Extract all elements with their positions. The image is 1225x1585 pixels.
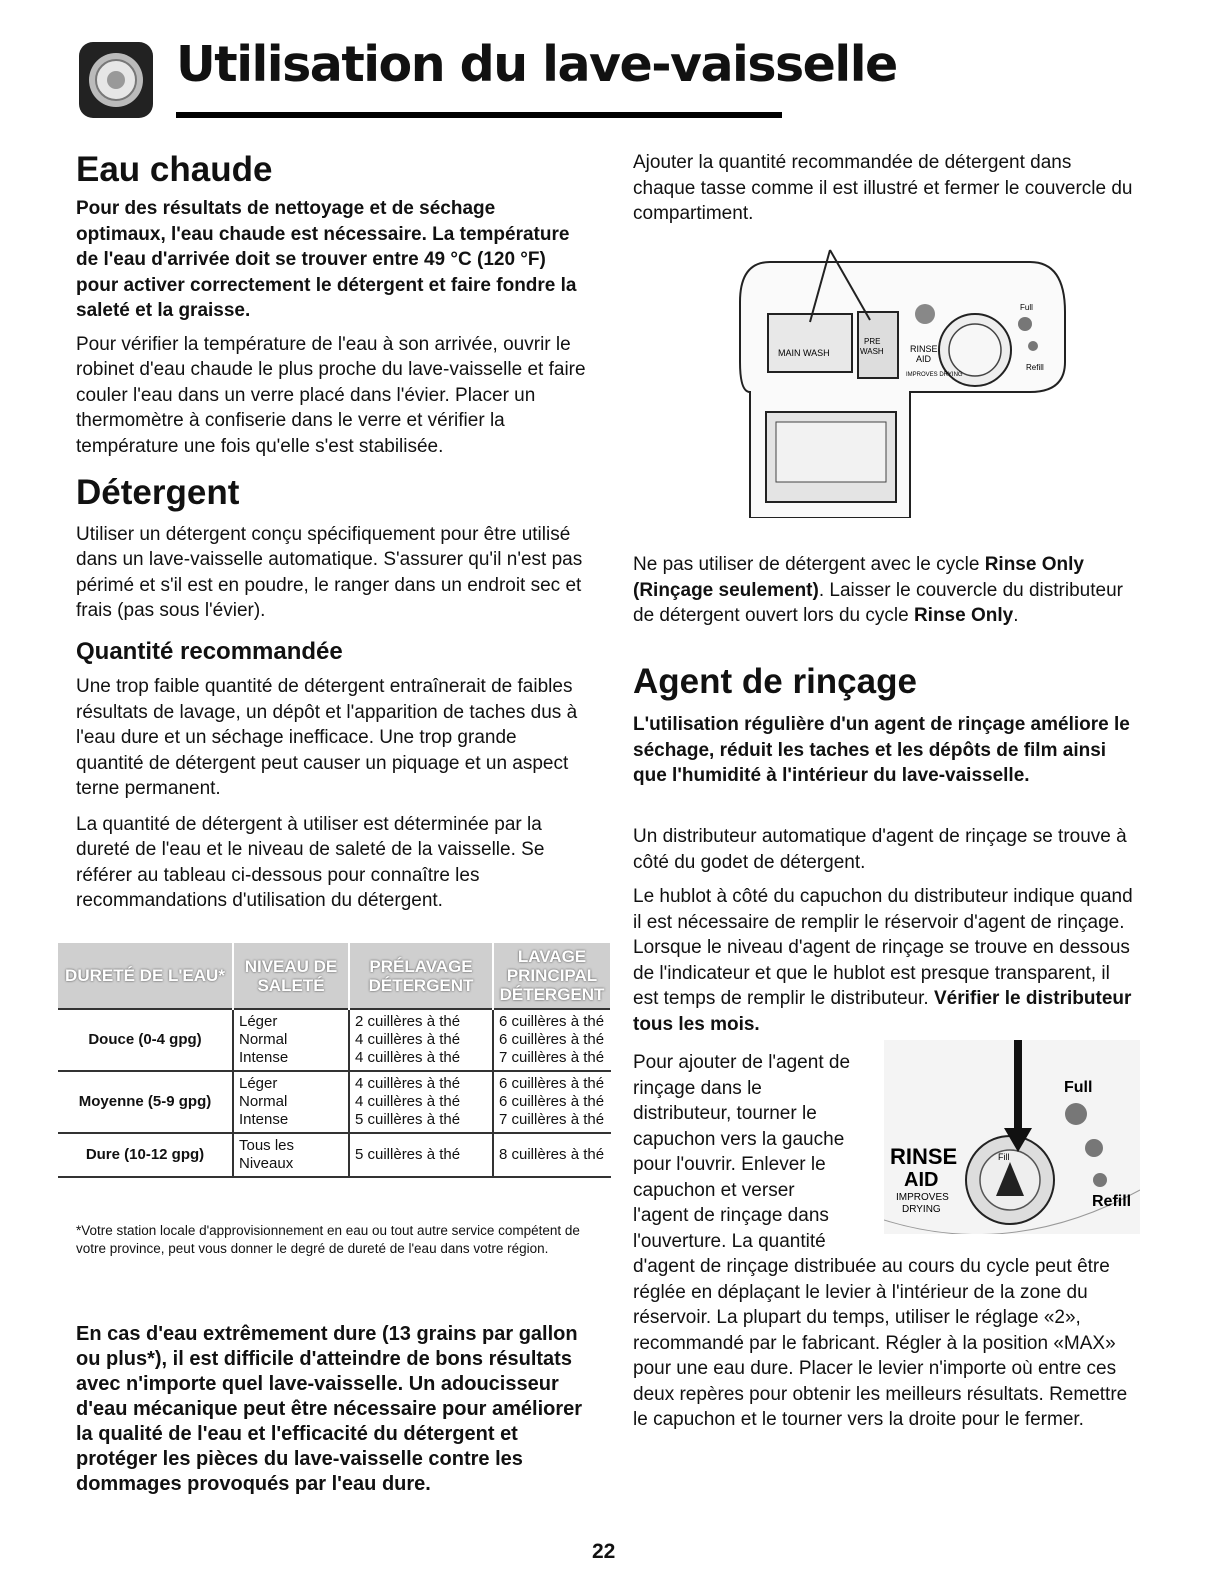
cap-label-aid: AID	[904, 1169, 939, 1191]
cap-label-rinse: RINSE	[890, 1144, 958, 1169]
page-number: 22	[592, 1540, 616, 1563]
fill-instructions-lines	[633, 1050, 878, 1254]
label-pre-wash-2: WASH	[860, 347, 884, 356]
table-header-prewash: PRÉLAVAGE DÉTERGENT	[349, 943, 493, 1009]
label-refill: Refill	[1026, 363, 1044, 372]
cap-label-refill: Refill	[1092, 1193, 1132, 1210]
table-cell-levels: Léger Normal Intense	[233, 1009, 349, 1071]
fill-line: pour l'ouvrir. Enlever le	[633, 1154, 826, 1175]
fill-line: Pour ajouter de l'agent de	[633, 1052, 851, 1073]
hot-water-heading: Eau chaude	[76, 150, 273, 189]
table-cell-hardness: Douce (0-4 gpg)	[58, 1009, 233, 1071]
label-rinse: RINSE	[910, 344, 938, 354]
rinse-only-end: .	[1013, 605, 1019, 626]
rinse-only-bold-1: Rinse Only (Rinçage seulement)	[633, 554, 1084, 601]
label-aid: AID	[916, 354, 932, 364]
right-column	[633, 150, 1133, 227]
table-header-soil: NIVEAU DE SALETÉ	[233, 943, 349, 1009]
rinse-only-text	[633, 552, 1133, 629]
add-detergent-text: Ajouter la quantité recommandée de détergent dans chaque tasse comme il est illustré et fermer le couvercle du compartiment.	[633, 152, 1133, 224]
table-cell-prewash: 2 cuillères à thé 4 cuillères à thé 4 cuillères à thé	[349, 1009, 493, 1071]
detergent-body: Utiliser un détergent conçu spécifiquement pour être utilisé dans un lave-vaisselle automatique. S'assurer qu'il n'est pas périmé et s'il est en poudre, le ranger dans un endroit sec et frais (pas sous l'évier).	[76, 523, 583, 621]
detergent-heading: Détergent	[76, 473, 240, 513]
table-cell-hardness: Dure (10-12 gpg)	[58, 1133, 233, 1177]
table-row	[58, 1009, 611, 1071]
table-cell-hardness: Moyenne (5-9 gpg)	[58, 1071, 233, 1133]
table-cell-prewash: 4 cuillères à thé 4 cuillères à thé 5 cuillères à thé	[349, 1071, 493, 1133]
table-header-main: LAVAGE PRINCIPAL DÉTERGENT	[493, 943, 611, 1009]
label-pre-wash-1: PRE	[864, 337, 881, 346]
quantity-para-2: La quantité de détergent à utiliser est déterminée par la dureté de l'eau et le niveau de saleté de la vaisselle. Se référer au tableau ci-dessous pour connaître les recommandations d'utilisation du détergent.	[76, 813, 545, 912]
cap-label-full: Full	[1064, 1079, 1093, 1096]
cap-label-drying: DRYING	[902, 1204, 941, 1215]
table-cell-main: 6 cuillères à thé 6 cuillères à thé 7 cuillères à thé	[493, 1009, 611, 1071]
title-rule	[176, 112, 782, 118]
table-header-row	[58, 943, 611, 1009]
rinse-aid-para-1: Un distributeur automatique d'agent de rinçage se trouve à côté du godet de détergent.	[633, 826, 1127, 873]
rinse-only-bold-2: Rinse Only	[913, 605, 1014, 626]
hot-water-intro: Pour des résultats de nettoyage et de séchage optimaux, l'eau chaude est nécessaire. La température de l'eau d'arrivée doit se trouver entre 49 °C (120 °F) pour activer correctement le détergent et faire fondre la saleté et la graisse.	[76, 198, 577, 322]
table-row	[58, 1133, 611, 1177]
rinse-only-mid: . Laisser le couvercle du distributeur de détergent ouvert lors du cycle	[633, 579, 1123, 626]
label-full: Full	[1020, 303, 1033, 312]
fill-line: capuchon et verser	[633, 1179, 795, 1201]
fill-line: rinçage dans le	[633, 1077, 762, 1099]
fill-line: capuchon vers la gauche	[633, 1128, 845, 1150]
rinse-aid-intro: L'utilisation régulière d'un agent de rinçage améliore le séchage, réduit les taches et les dépôts de film ainsi que l'humidité à l'intérieur du lave-vaisselle.	[633, 714, 1130, 786]
hard-water-warning: En cas d'eau extrêmement dure (13 grains par gallon ou plus*), il est difficile d'atteindre de bons résultats avec n'importe quel lave-vaisselle. Un adoucisseur d'eau mécanique peut être nécessaire pour améliorer la qualité de l'eau et l'efficacité du détergent et protéger les pièces du lave-vaisselle contre les dommages provoqués par l'eau dure.	[76, 1323, 583, 1495]
table-header-hardness: DURETÉ DE L'EAU*	[58, 943, 233, 1009]
fill-line: l'ouverture. La quantité	[633, 1230, 826, 1252]
cap-label-improves: IMPROVES	[896, 1192, 949, 1203]
quantity-para-1: Une trop faible quantité de détergent entraînerait de faibles résultats de lavage, un dépôt et l'apparition de taches dus à l'eau dure et un séchage inefficace. Une trop grande quantité de détergent peut causer un piquage et un aspect terne permanent.	[76, 676, 578, 800]
page-title: Utilisation du lave-vaisselle	[176, 36, 897, 93]
rinse-aid-monthly-check: Vérifier le distributeur tous les mois.	[633, 988, 1132, 1035]
rinse-aid-para-2	[633, 884, 1133, 1037]
rinse-aid-heading: Agent de rinçage	[633, 662, 917, 701]
detergent-table	[58, 943, 612, 1178]
fill-instructions-rest: d'agent de rinçage distribuée au cours du cycle peut être réglée en déplaçant le levier à l'intérieur de la zone du réservoir. La plupart du temps, utiliser le réglage «2», recommandé par le fabricant. Régler à la position «MAX» pour une eau dure. Placer le levier n'importe où entre ces deux repères pour obtenir les meilleurs résultats. Remettre le capuchon et le tourner vers la droite pour le fermer.	[633, 1256, 1128, 1430]
table-row	[58, 1071, 611, 1133]
table-cell-levels: Léger Normal Intense	[233, 1071, 349, 1133]
rinse-aid-cap-illustration	[884, 1040, 1140, 1234]
label-main-wash: MAIN WASH	[778, 348, 830, 358]
rinse-aid-para-2-text: Le hublot à côté du capuchon du distributeur indique quand il est nécessaire de remplir le réservoir d'agent de rinçage. Lorsque le niveau d'agent de rinçage se trouve en dessous de l'indicateur et que le hublot est presque transparent, il est temps de remplir le distributeur.	[633, 886, 1133, 1009]
table-cell-levels: Tous les Niveaux	[233, 1133, 349, 1177]
fill-line: l'agent de rinçage dans	[633, 1205, 829, 1226]
table-footnote: *Votre station locale d'approvisionnement en eau ou tout autre service compétent de votre province, peut vous donner le degré de dureté de l'eau dans votre région.	[76, 1223, 580, 1256]
fill-line: distributeur, tourner le	[633, 1103, 817, 1124]
label-improves-drying: IMPROVES DRYING	[906, 372, 963, 378]
table-cell-main: 6 cuillères à thé 6 cuillères à thé 7 cuillères à thé	[493, 1071, 611, 1133]
left-column	[76, 150, 588, 914]
dishwasher-dial-icon	[77, 40, 155, 120]
cap-label-fill: Fill	[998, 1152, 1010, 1162]
table-cell-main: 8 cuillères à thé	[493, 1133, 611, 1177]
quantity-subheading: Quantité recommandée	[76, 637, 343, 665]
detergent-dispenser-illustration	[730, 242, 1070, 518]
hot-water-body: Pour vérifier la température de l'eau à son arrivée, ouvrir le robinet d'eau chaude le plus proche du lave-vaisselle et faire couler l'eau dans un verre placé dans l'évier. Placer un thermomètre à confiserie dans le verre et vérifier la température une fois qu'elle s'est stabilisée.	[76, 333, 586, 457]
table-cell-prewash: 5 cuillères à thé	[349, 1133, 493, 1177]
rinse-only-pre: Ne pas utiliser de détergent avec le cycle	[633, 554, 985, 575]
